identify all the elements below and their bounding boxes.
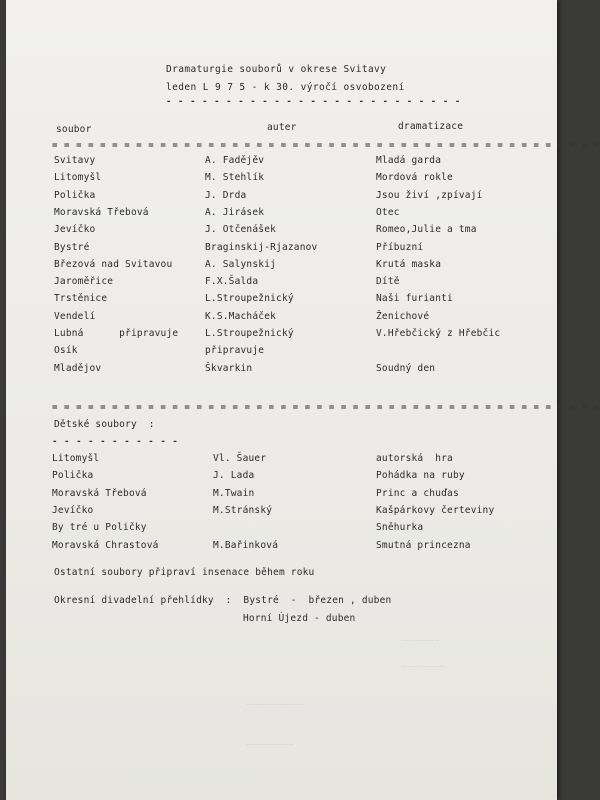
- row-soubor: Trstěnice: [54, 293, 108, 305]
- row-dramatizace: Jsou živí ,zpívají: [376, 189, 483, 201]
- child-row-soubor: By tré u Poličky: [52, 522, 147, 534]
- row-soubor: Osík: [54, 345, 78, 357]
- row-autor: J. Otčenášek: [205, 224, 277, 236]
- row-autor: K.S.Macháček: [205, 310, 277, 322]
- row-dramatizace: Romeo,Julie a tma: [376, 224, 477, 236]
- child-row-soubor: Moravská Třebová: [52, 487, 147, 499]
- row-soubor: Jaroměřice: [54, 276, 114, 288]
- row-soubor: Mladějov: [54, 362, 102, 374]
- row-autor: M. Stehlík: [205, 172, 265, 184]
- row-autor: A. Salynskij: [205, 258, 277, 270]
- child-row-soubor: Litomyšl: [52, 453, 100, 464]
- title-underline: - - - - - - - - - - - - - - - - - - - - - - - - -: [166, 97, 461, 107]
- row-soubor: Jevíčko: [54, 224, 96, 236]
- row-autor: Braginskij-Rjazanov: [205, 241, 318, 253]
- show-through-mark: ~~~~~~~~~~~~: [246, 700, 304, 709]
- festival-note-line2: Horní Újezd - duben: [243, 613, 356, 624]
- row-autor: J. Drda: [205, 189, 247, 201]
- row-dramatizace: Otec: [376, 206, 400, 218]
- section-separator: = = = = = = = = = = = = = = = = = = = = = = = = = = = = = = = = = = = = = = = = = = = = = =: [52, 403, 600, 413]
- row-soubor: Moravská Třebová: [54, 206, 149, 218]
- row-autor: L.Stroupežnický: [205, 293, 294, 305]
- child-row-autor: M.Twain: [213, 487, 255, 499]
- child-row-dramatizace: Sněhurka: [376, 522, 424, 534]
- row-dramatizace: V.Hřebčický z Hřebčic: [376, 328, 501, 339]
- row-soubor: Vendelí: [54, 310, 96, 322]
- row-dramatizace: Dítě: [376, 276, 400, 288]
- children-heading: Dětské soubory :: [54, 419, 155, 430]
- row-dramatizace: Soudný den: [376, 362, 436, 374]
- table-separator: = = = = = = = = = = = = = = = = = = = = = = = = = = = = = = = = = = = = = = = = = = = = = =: [52, 141, 600, 151]
- document-page: [6, 0, 600, 800]
- show-through-mark: ~~~~~~~~~: [401, 662, 445, 671]
- row-dramatizace: Mladá garda: [376, 155, 442, 166]
- festival-note: Okresní divadelní přehlídky : Bystré - březen , duben: [54, 595, 392, 606]
- row-soubor: Bystré: [54, 241, 90, 253]
- child-row-soubor: Moravská Chrastová: [52, 539, 159, 551]
- child-row-dramatizace: Kašpárkovy čerteviny: [376, 504, 495, 516]
- child-row-autor: M.Bařinková: [213, 539, 279, 551]
- row-autor: A. Jirásek: [205, 206, 265, 218]
- column-header-soubor: soubor: [56, 124, 92, 135]
- row-soubor: Lubná připravuje: [54, 328, 179, 339]
- row-soubor: Svitavy: [54, 155, 96, 166]
- column-header-dramatizace: dramatizace: [398, 121, 464, 132]
- row-soubor: Litomyšl: [54, 172, 102, 184]
- child-row-dramatizace: Princ a chuďas: [376, 487, 459, 499]
- row-dramatizace: Krutá maska: [376, 258, 442, 270]
- child-row-soubor: Polička: [52, 470, 94, 482]
- child-row-dramatizace: Smutná princezna: [376, 539, 471, 551]
- document-title-line2: leden L 9 7 5 - k 30. výročí osvobození: [166, 82, 405, 93]
- show-through-mark: ~~~~~~~~: [401, 636, 440, 645]
- row-dramatizace: Ženichové: [376, 310, 430, 322]
- row-dramatizace: Mordová rokle: [376, 172, 453, 184]
- child-row-autor: M.Stránský: [213, 504, 273, 516]
- row-autor: připravuje: [205, 345, 265, 357]
- child-row-dramatizace: Pohádka na ruby: [376, 470, 465, 482]
- row-soubor: Polička: [54, 189, 96, 201]
- other-ensembles-note: Ostatní soubory připraví insenace během roku: [54, 567, 315, 578]
- children-underline: - - - - - - - - - - -: [52, 437, 179, 447]
- child-row-dramatizace: autorská hra: [376, 453, 453, 464]
- child-row-autor: Vl. Šauer: [213, 453, 267, 464]
- row-autor: L.Stroupežnický: [205, 328, 294, 339]
- child-row-soubor: Jevíčko: [52, 504, 94, 516]
- row-dramatizace: Naši furianti: [376, 293, 453, 305]
- row-autor: Škvarkin: [205, 362, 253, 374]
- row-autor: F.X.Šalda: [205, 276, 259, 288]
- row-soubor: Březová nad Svitavou: [54, 258, 173, 270]
- document-title-line1: Dramaturgie souborů v okrese Svitavy: [166, 64, 387, 75]
- child-row-autor: J. Lada: [213, 470, 255, 482]
- row-autor: A. Fadějěv: [205, 155, 265, 166]
- row-dramatizace: Příbuzní: [376, 241, 424, 253]
- show-through-mark: ~~~~~~~~~~: [246, 740, 295, 749]
- column-header-autor: auter: [267, 122, 297, 133]
